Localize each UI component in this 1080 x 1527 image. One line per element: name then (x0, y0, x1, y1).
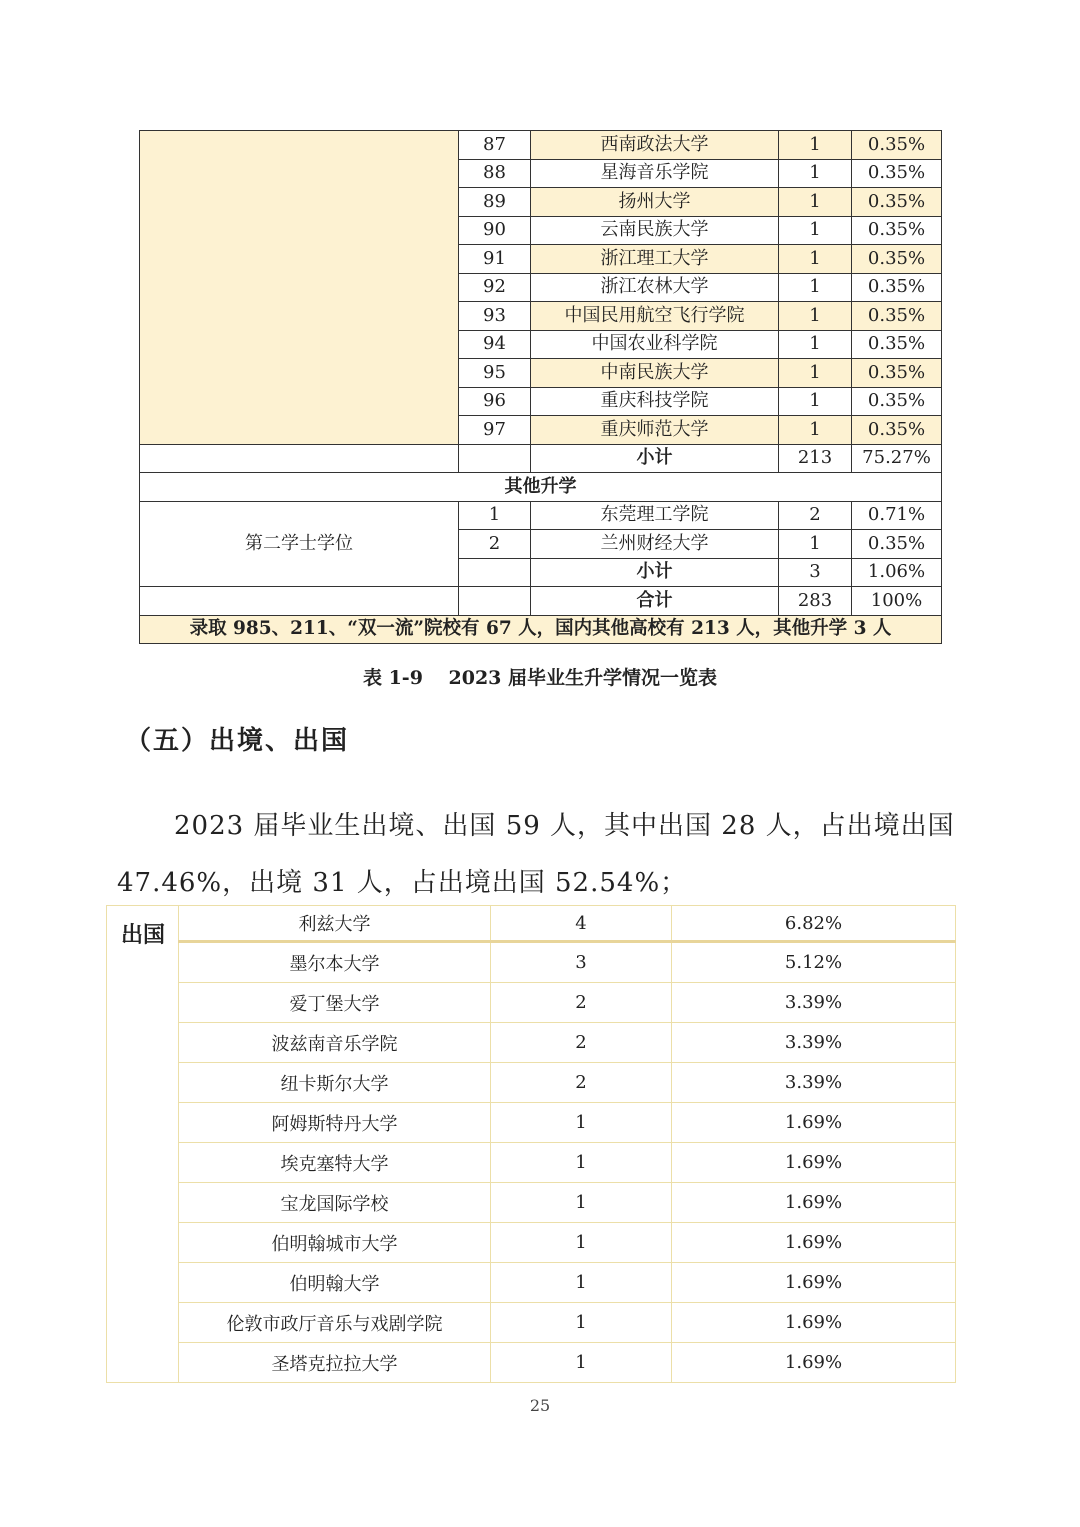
school-name-cell: 伯明翰城市大学 (179, 1223, 491, 1263)
school-name-cell: 浙江理工大学 (531, 245, 779, 274)
table-row (107, 1303, 956, 1343)
count-cell: 1 (491, 1223, 672, 1263)
count-cell: 1 (779, 330, 852, 359)
school-name-cell: 爱丁堡大学 (179, 983, 491, 1023)
admission-table (139, 130, 942, 644)
table-row (107, 1343, 956, 1383)
school-name-cell: 伦敦市政厅音乐与戏剧学院 (179, 1303, 491, 1343)
table-row (107, 1183, 956, 1223)
rank-cell: 97 (459, 416, 531, 445)
page-number: 25 (529, 1396, 551, 1415)
rank-cell: 90 (459, 216, 531, 245)
table-row (107, 1103, 956, 1143)
summary-cell: 录取 985、211、“双一流”院校有 67 人，国内其他高校有 213 人，其他升学 3 人 (140, 615, 942, 644)
percent-cell: 0.35% (852, 188, 942, 217)
empty-cell (140, 444, 459, 473)
percent-cell: 1.69% (672, 1263, 956, 1303)
empty-cell (140, 587, 459, 616)
school-name-cell: 纽卡斯尔大学 (179, 1063, 491, 1103)
count-cell: 1 (491, 1343, 672, 1383)
percent-cell: 0.35% (852, 330, 942, 359)
total-label: 合计 (531, 587, 779, 616)
percent-cell: 3.39% (672, 1023, 956, 1063)
rank-cell: 92 (459, 273, 531, 302)
count-cell: 1 (779, 188, 852, 217)
table-caption: 表 1-9 2023 届毕业生升学情况一览表 (362, 667, 718, 689)
percent-cell: 0.35% (852, 359, 942, 388)
school-name-cell: 西南政法大学 (531, 131, 779, 160)
school-name-cell: 墨尔本大学 (179, 942, 491, 983)
school-name-cell: 利兹大学 (179, 906, 491, 942)
percent-cell: 0.35% (852, 159, 942, 188)
count-cell: 1 (779, 273, 852, 302)
other-section-header: 其他升学 (140, 473, 942, 502)
section-row (140, 473, 942, 502)
count-cell: 3 (491, 942, 672, 983)
total-percent: 100% (852, 587, 942, 616)
school-name-cell: 云南民族大学 (531, 216, 779, 245)
percent-cell: 0.35% (852, 416, 942, 445)
total-count: 283 (779, 587, 852, 616)
school-name-cell: 浙江农林大学 (531, 273, 779, 302)
count-cell: 2 (491, 1063, 672, 1103)
school-name-cell: 中国农业科学院 (531, 330, 779, 359)
paragraph-line-2: 47.46%，出境 31 人，占出境出国 52.54%； (117, 868, 688, 898)
percent-cell: 0.35% (852, 302, 942, 331)
count-cell: 1 (779, 302, 852, 331)
table-row (107, 1063, 956, 1103)
table-row (107, 906, 956, 942)
table-row (107, 1143, 956, 1183)
subtotal-count: 3 (779, 558, 852, 587)
table-row (107, 942, 956, 983)
table-row (107, 983, 956, 1023)
count-cell: 1 (491, 1143, 672, 1183)
rank-cell: 94 (459, 330, 531, 359)
percent-cell: 3.39% (672, 1063, 956, 1103)
table-row (107, 1263, 956, 1303)
percent-cell: 1.69% (672, 1223, 956, 1263)
subtotal-label: 小计 (531, 558, 779, 587)
count-cell: 2 (491, 983, 672, 1023)
percent-cell: 0.35% (852, 387, 942, 416)
rank-cell: 89 (459, 188, 531, 217)
count-cell: 1 (491, 1183, 672, 1223)
count-cell: 2 (491, 1023, 672, 1063)
empty-cell (459, 444, 531, 473)
school-name-cell: 埃克塞特大学 (179, 1143, 491, 1183)
school-name-cell: 阿姆斯特丹大学 (179, 1103, 491, 1143)
school-name-cell: 圣塔克拉拉大学 (179, 1343, 491, 1383)
count-cell: 1 (779, 530, 852, 559)
count-cell: 1 (779, 131, 852, 160)
percent-cell: 5.12% (672, 942, 956, 983)
table-row (140, 501, 942, 530)
percent-cell: 0.35% (852, 530, 942, 559)
rank-cell: 87 (459, 131, 531, 160)
rank-cell: 91 (459, 245, 531, 274)
category-cell (140, 131, 459, 445)
rank-cell: 93 (459, 302, 531, 331)
table-row (140, 131, 942, 160)
abroad-category: 出国 (107, 906, 179, 1383)
count-cell: 1 (491, 1263, 672, 1303)
summary-row (140, 615, 942, 644)
percent-cell: 3.39% (672, 983, 956, 1023)
empty-cell (459, 558, 531, 587)
count-cell: 1 (779, 245, 852, 274)
school-name-cell: 宝龙国际学校 (179, 1183, 491, 1223)
percent-cell: 1.69% (672, 1183, 956, 1223)
table-row (107, 1223, 956, 1263)
subtotal-count: 213 (779, 444, 852, 473)
rank-cell: 88 (459, 159, 531, 188)
school-name-cell: 兰州财经大学 (531, 530, 779, 559)
school-name-cell: 星海音乐学院 (531, 159, 779, 188)
count-cell: 1 (779, 159, 852, 188)
rank-cell: 1 (459, 501, 531, 530)
count-cell: 1 (491, 1103, 672, 1143)
percent-cell: 6.82% (672, 906, 956, 942)
percent-cell: 0.35% (852, 131, 942, 160)
count-cell: 1 (779, 387, 852, 416)
percent-cell: 1.69% (672, 1303, 956, 1343)
rank-cell: 2 (459, 530, 531, 559)
count-cell: 1 (779, 359, 852, 388)
rank-cell: 96 (459, 387, 531, 416)
school-name-cell: 重庆师范大学 (531, 416, 779, 445)
total-row (140, 587, 942, 616)
school-name-cell: 中南民族大学 (531, 359, 779, 388)
subtotal-label: 小计 (531, 444, 779, 473)
count-cell: 1 (491, 1303, 672, 1343)
paragraph-line-1: 2023 届毕业生出境、出国 59 人，其中出国 28 人，占出境出国 (174, 811, 955, 841)
percent-cell: 1.69% (672, 1343, 956, 1383)
table-row (107, 1023, 956, 1063)
count-cell: 2 (779, 501, 852, 530)
count-cell: 1 (779, 216, 852, 245)
school-name-cell: 扬州大学 (531, 188, 779, 217)
count-cell: 4 (491, 906, 672, 942)
subtotal-row (140, 444, 942, 473)
school-name-cell: 波兹南音乐学院 (179, 1023, 491, 1063)
percent-cell: 1.69% (672, 1103, 956, 1143)
percent-cell: 0.35% (852, 245, 942, 274)
percent-cell: 0.71% (852, 501, 942, 530)
body-paragraph (117, 798, 977, 912)
count-cell: 1 (779, 416, 852, 445)
school-name-cell: 东莞理工学院 (531, 501, 779, 530)
percent-cell: 1.69% (672, 1143, 956, 1183)
percent-cell: 0.35% (852, 216, 942, 245)
school-name-cell: 重庆科技学院 (531, 387, 779, 416)
second-degree-category: 第二学士学位 (140, 501, 459, 587)
section-heading: （五）出境、出国 (125, 726, 350, 756)
subtotal-percent: 75.27% (852, 444, 942, 473)
subtotal-percent: 1.06% (852, 558, 942, 587)
school-name-cell: 中国民用航空飞行学院 (531, 302, 779, 331)
rank-cell: 95 (459, 359, 531, 388)
school-name-cell: 伯明翰大学 (179, 1263, 491, 1303)
empty-cell (459, 587, 531, 616)
abroad-table (106, 905, 956, 1383)
percent-cell: 0.35% (852, 273, 942, 302)
